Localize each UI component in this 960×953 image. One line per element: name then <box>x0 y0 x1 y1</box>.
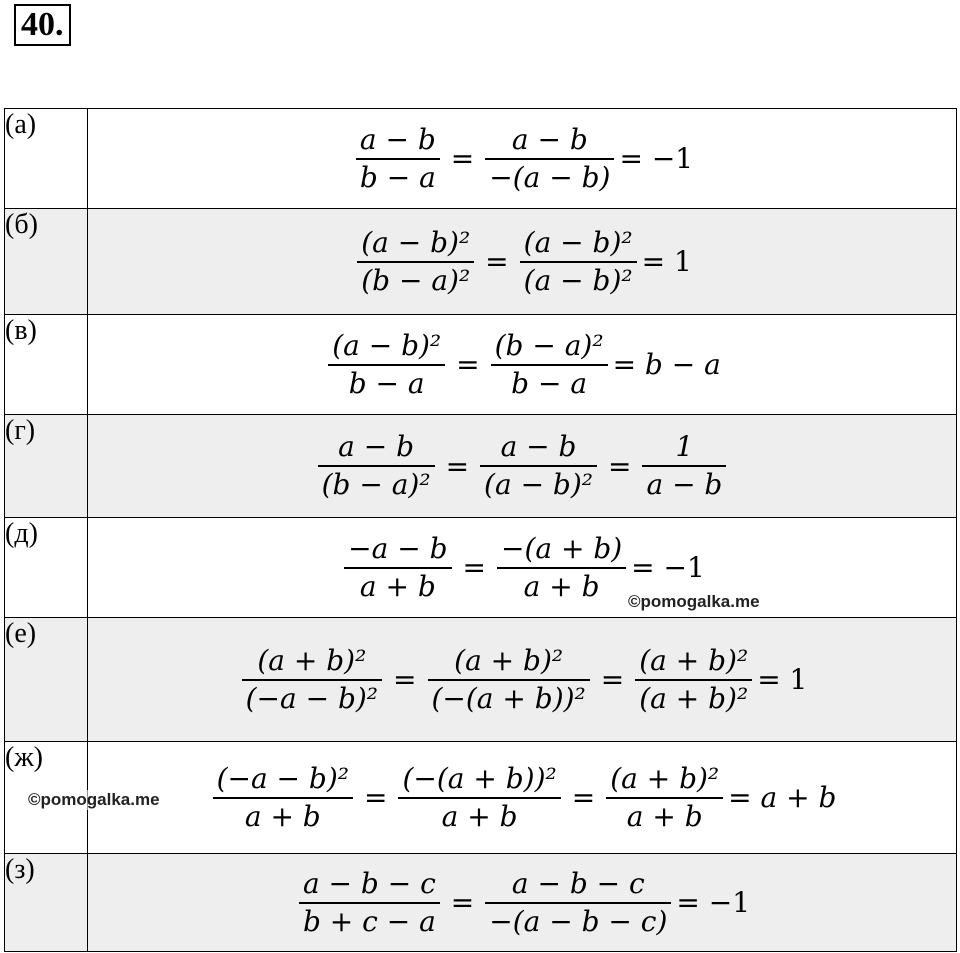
denominator: b − a <box>348 366 425 400</box>
numerator: a − b − c <box>302 866 436 900</box>
denominator: (−a − b)² <box>245 681 379 715</box>
row-label: (а) <box>5 109 88 209</box>
equals-sign: = <box>450 886 475 919</box>
equals-sign: = <box>393 663 417 696</box>
formula-cell <box>88 315 957 415</box>
formula-cell <box>88 209 957 315</box>
numerator: a − b <box>359 122 436 156</box>
numerator: (a + b)² <box>610 761 720 795</box>
fraction <box>356 122 440 196</box>
numerator: (a − b)² <box>523 225 633 259</box>
row-label: (ж) <box>5 742 88 854</box>
fraction <box>491 328 608 402</box>
fraction <box>497 531 626 605</box>
denominator: a + b <box>626 799 703 833</box>
row-label: (з) <box>5 854 88 952</box>
watermark: ©pomogalka.me <box>628 592 760 611</box>
formula-cell <box>88 742 957 854</box>
equation-result: = −1 <box>631 551 705 584</box>
fraction <box>635 643 752 717</box>
denominator: −(a − b − c) <box>489 904 668 938</box>
numerator: (a + b)² <box>639 643 749 677</box>
denominator: a + b <box>359 569 436 603</box>
numerator: a − b <box>500 430 577 463</box>
task-number: 40. <box>14 4 71 46</box>
equals-sign: = <box>456 348 480 381</box>
solution-row <box>5 415 957 518</box>
equals-sign: = <box>364 781 388 814</box>
fraction <box>520 225 637 299</box>
solution-row <box>5 618 957 742</box>
solution-row <box>5 854 957 952</box>
equation-result: = 1 <box>757 663 808 696</box>
fraction <box>485 122 614 196</box>
fraction <box>642 429 726 503</box>
row-label: (е) <box>5 618 88 742</box>
fraction <box>242 643 382 717</box>
fraction <box>213 761 353 835</box>
denominator: a + b <box>244 799 321 833</box>
formula-cell <box>88 109 957 209</box>
denominator: b + c − a <box>302 904 436 938</box>
fraction <box>299 866 440 940</box>
denominator: (b − a)² <box>321 468 431 501</box>
fraction <box>480 429 597 503</box>
equation <box>351 122 693 196</box>
equals-sign: = <box>462 551 486 584</box>
solution-row <box>5 109 957 209</box>
numerator: (a + b)² <box>454 643 564 677</box>
denominator: b − a <box>359 160 436 194</box>
numerator: a − b − c <box>511 866 645 900</box>
equation <box>294 866 750 940</box>
denominator: a + b <box>523 569 600 603</box>
equation <box>237 643 808 717</box>
numerator: (a − b)² <box>332 328 442 362</box>
row-label: (г) <box>5 415 88 518</box>
equation-result: = 1 <box>641 245 692 278</box>
numerator: (a + b)² <box>257 643 367 677</box>
watermark: ©pomogalka.me <box>28 790 160 809</box>
denominator: a − b <box>646 468 723 501</box>
equals-sign: = <box>445 449 470 483</box>
numerator: (−a − b)² <box>216 761 349 795</box>
row-label: (д) <box>5 518 88 618</box>
numerator: −(a + b) <box>500 531 623 565</box>
fraction <box>606 761 723 835</box>
equals-sign: = <box>485 245 509 278</box>
solution-row <box>5 209 957 315</box>
formula-cell <box>88 618 957 742</box>
numerator: (−(a + b))² <box>402 761 557 795</box>
fraction <box>398 761 560 835</box>
equation <box>313 429 732 503</box>
denominator: (a + b)² <box>639 681 749 715</box>
denominator: (−(a + b))² <box>431 681 586 715</box>
equals-sign: = <box>450 142 475 175</box>
fraction <box>357 225 474 299</box>
numerator: (b − a)² <box>494 328 604 362</box>
fraction <box>328 328 445 402</box>
equation-result: = −1 <box>619 142 694 175</box>
equation <box>352 225 692 299</box>
numerator: a − b <box>338 430 415 463</box>
denominator: a + b <box>441 799 518 833</box>
row-label: (в) <box>5 315 88 415</box>
equals-sign: = <box>571 781 596 814</box>
equation-result: = a + b <box>728 781 837 814</box>
fraction <box>428 643 590 717</box>
equation-result: = b − a <box>612 348 721 381</box>
equation <box>323 328 721 402</box>
formula-cell <box>88 415 957 518</box>
equation <box>208 761 837 835</box>
row-label: (б) <box>5 209 88 315</box>
equals-sign: = <box>608 449 632 483</box>
solution-row <box>5 315 957 415</box>
formula-cell <box>88 518 957 618</box>
denominator: −(a − b) <box>489 160 611 194</box>
denominator: (a − b)² <box>484 468 593 501</box>
fraction <box>485 866 671 940</box>
equals-sign: = <box>600 663 625 696</box>
solutions-table <box>4 108 957 952</box>
formula-cell <box>88 854 957 952</box>
numerator: (a − b)² <box>361 225 471 259</box>
denominator: (a − b)² <box>523 263 633 297</box>
fraction <box>318 429 435 503</box>
solution-row <box>5 518 957 618</box>
fraction <box>344 531 451 605</box>
equation-result: = −1 <box>676 886 751 919</box>
denominator: b − a <box>511 366 588 400</box>
denominator: (b − a)² <box>361 263 471 297</box>
numerator: −a − b <box>348 531 448 565</box>
numerator: a − b <box>511 122 588 156</box>
numerator: 1 <box>675 430 694 463</box>
